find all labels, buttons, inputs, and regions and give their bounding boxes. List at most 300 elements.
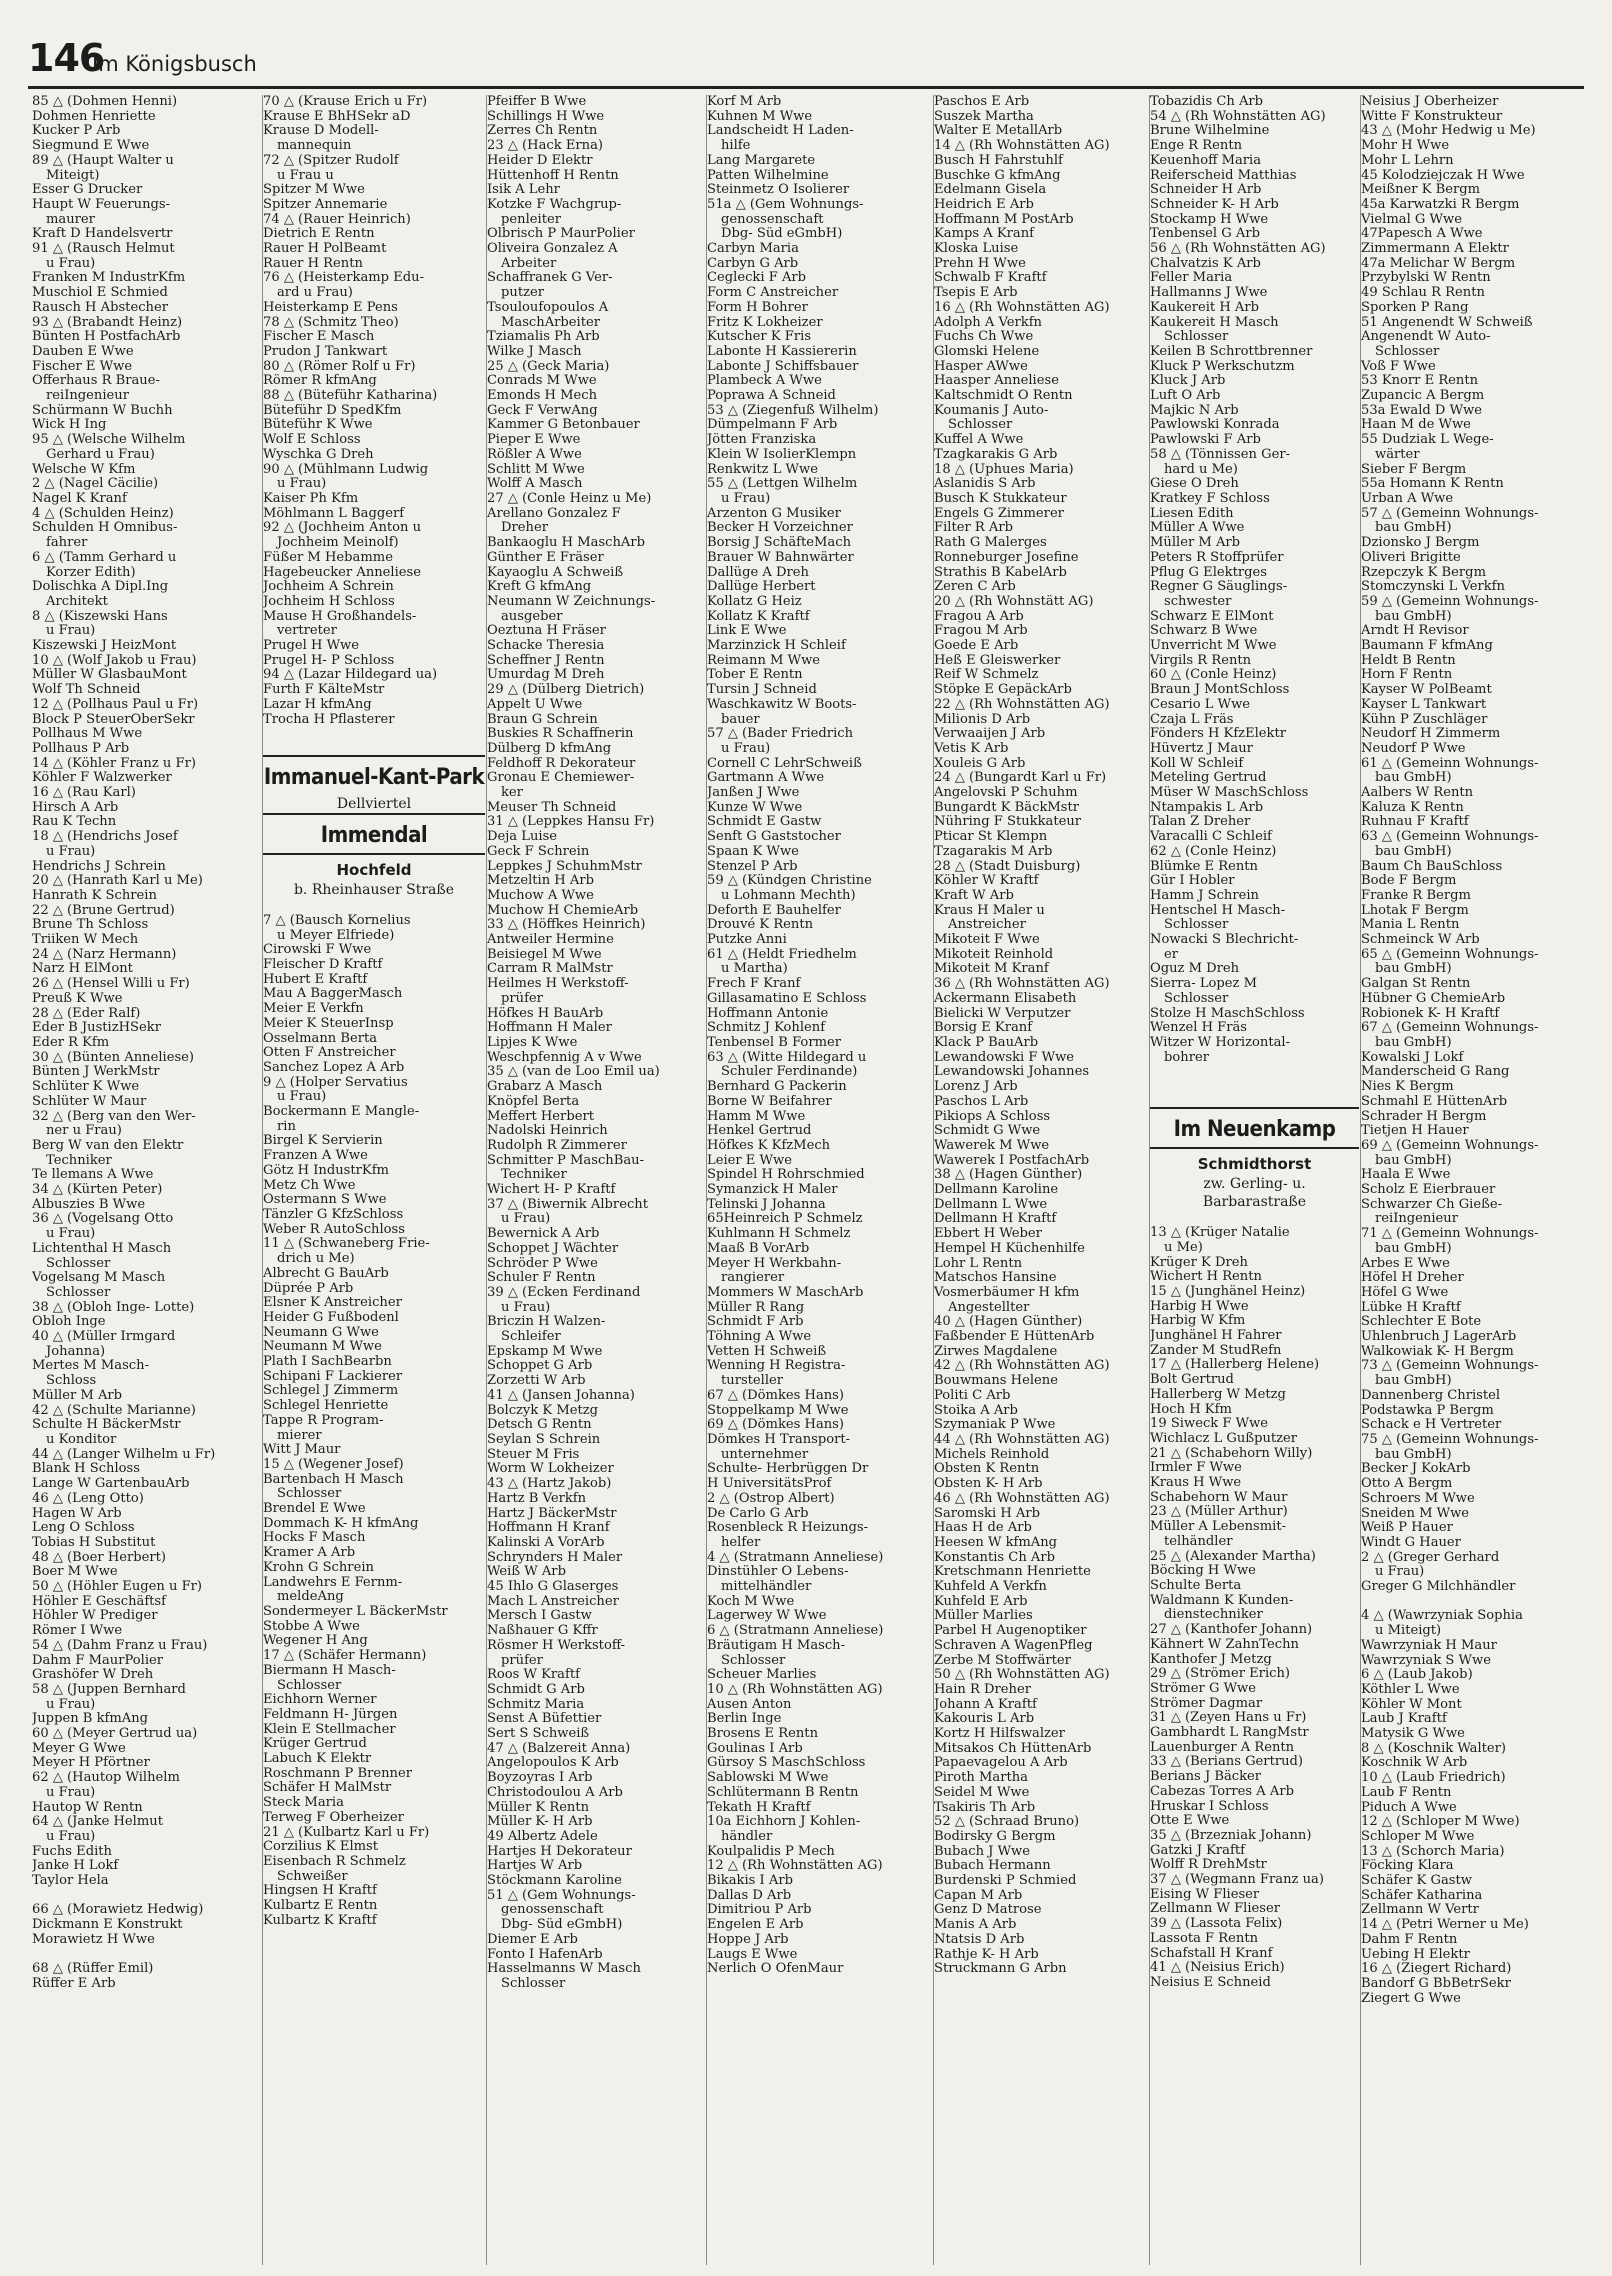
resident-entry: Carbyn G Arb xyxy=(707,255,799,271)
resident-entry: Janßen J Wwe xyxy=(707,785,800,801)
house-owner-entry: 39 △ (Lassota Felix) xyxy=(1150,1916,1283,1932)
resident-entry: Günther E Fräser xyxy=(487,549,604,565)
resident-entry: Köhler F Walzwerker xyxy=(32,770,172,786)
house-owner-entry: 40 △ (Hagen Günther) xyxy=(934,1314,1083,1330)
resident-entry: Müller M Arb xyxy=(32,1387,123,1403)
house-owner-entry: 66 △ (Morawietz Hedwig) xyxy=(32,1902,204,1918)
resident-entry: Czaja L Fräs xyxy=(1150,711,1234,727)
house-owner-entry: 20 △ (Hanrath Karl u Me) xyxy=(32,873,203,889)
resident-entry: Offerhaus R Braue- xyxy=(32,373,160,389)
resident-entry: Hagebeucker Anneliese xyxy=(263,564,422,580)
house-owner-entry: 50 △ (Rh Wohnstätten AG) xyxy=(934,1667,1110,1683)
resident-entry: Hartz J BäckerMstr xyxy=(487,1505,617,1521)
resident-entry: Stomczynski L Verkfn xyxy=(1361,579,1505,595)
resident-entry: Büteführ D SpedKfm xyxy=(263,402,402,418)
resident-entry: Kanthofer J Metzg xyxy=(1150,1651,1272,1667)
resident-entry: 45 Ihlo G Glaserges xyxy=(487,1579,619,1595)
house-owner-entry: 72 △ (Spitzer Rudolf xyxy=(263,152,399,168)
resident-entry: Hartjes H Dekorateur xyxy=(487,1843,632,1859)
resident-entry: Otto A Bergm xyxy=(1361,1476,1453,1492)
resident-entry: Kalinski A VorArb xyxy=(487,1534,605,1550)
resident-entry: Römer I Wwe xyxy=(32,1623,123,1639)
house-owner-entry: 16 △ (Rau Karl) xyxy=(32,785,136,801)
entry-continuation: u Frau) xyxy=(46,1784,96,1800)
resident-entry: Kaluza K Rentn xyxy=(1361,799,1464,815)
resident-entry: Klein E Stellmacher xyxy=(263,1721,396,1737)
resident-entry: Xouleis G Arb xyxy=(934,755,1026,771)
house-owner-entry: 78 △ (Schmitz Theo) xyxy=(263,314,399,330)
house-owner-entry: 59 △ (Kündgen Christine xyxy=(707,873,872,889)
resident-entry: Schoppet G Arb xyxy=(487,1358,593,1374)
entry-continuation: Korzer Edith) xyxy=(46,564,136,580)
resident-entry: Eisenbach R Schmelz xyxy=(263,1853,406,1869)
resident-entry: Schack e H Vertreter xyxy=(1361,1417,1502,1433)
resident-entry: Rösmer H Werkstoff- xyxy=(487,1637,626,1653)
resident-entry: Höhler E Geschäftsf xyxy=(32,1593,166,1609)
resident-entry: Kutscher K Fris xyxy=(707,329,812,345)
resident-entry: Grabarz A Masch xyxy=(487,1079,603,1095)
resident-entry: Isik A Lehr xyxy=(487,182,560,198)
directory-column-5 xyxy=(933,95,1148,2265)
resident-entry: Neisius E Schneid xyxy=(1150,1974,1271,1990)
house-owner-entry: 16 △ (Rh Wohnstätten AG) xyxy=(934,299,1110,315)
resident-entry: Ackermann Elisabeth xyxy=(934,990,1077,1006)
resident-entry: Prugel H- P Schloss xyxy=(263,652,395,668)
resident-entry: Haala E Wwe xyxy=(1361,1167,1451,1183)
resident-entry: Meißner K Bergm xyxy=(1361,182,1481,198)
resident-entry: Boyzoyras I Arb xyxy=(487,1770,593,1786)
resident-entry: Sanchez Lopez A Arb xyxy=(263,1059,405,1075)
house-owner-entry: 38 △ (Hagen Günther) xyxy=(934,1167,1083,1183)
resident-entry: Höfkes H BauArb xyxy=(487,1005,604,1021)
entry-continuation: Schloss xyxy=(46,1373,97,1389)
entry-continuation: hard u Me) xyxy=(1164,461,1238,477)
resident-entry: Schmitz Maria xyxy=(487,1696,585,1712)
entry-continuation: Schlosser xyxy=(277,1677,342,1693)
resident-entry: Adolph A Verkfn xyxy=(934,314,1042,330)
resident-entry: Kiszewski J HeizMont xyxy=(32,638,177,654)
entry-continuation: u Meyer Elfriede) xyxy=(277,927,395,943)
resident-entry: Arzenton G Musiker xyxy=(707,505,841,521)
house-owner-entry: 61 △ (Heldt Friedhelm xyxy=(707,946,857,962)
house-owner-entry: 68 △ (Rüffer Emil) xyxy=(32,1961,154,1977)
entry-continuation: Gerhard u Frau) xyxy=(46,446,155,462)
house-owner-entry: 36 △ (Vogelsang Otto xyxy=(32,1211,174,1227)
resident-entry: 65Heinreich P Schmelz xyxy=(707,1211,863,1227)
resident-entry xyxy=(32,1948,260,1963)
house-owner-entry: 44 △ (Rh Wohnstätten AG) xyxy=(934,1431,1110,1447)
resident-entry: Jötten Franziska xyxy=(707,432,817,448)
house-owner-entry: 22 △ (Rh Wohnstätten AG) xyxy=(934,696,1110,712)
house-owner-entry: 22 △ (Brune Gertrud) xyxy=(32,902,175,918)
resident-entry: Rathje K- H Arb xyxy=(934,1946,1039,1962)
resident-entry: Mohr L Lehrn xyxy=(1361,152,1454,168)
resident-entry: Pfeiffer B Wwe xyxy=(487,95,587,109)
entry-continuation: telhändler xyxy=(1164,1533,1233,1549)
resident-entry: Siegmund E Wwe xyxy=(32,138,150,154)
resident-entry: Beisiegel M Wwe xyxy=(487,946,602,962)
resident-entry: Lübke H Kraftf xyxy=(1361,1299,1461,1315)
resident-entry: Mikoteit Reinhold xyxy=(934,946,1054,962)
resident-entry: Tekath H Kraftf xyxy=(707,1799,811,1815)
house-owner-entry: 44 △ (Langer Wilhelm u Fr) xyxy=(32,1446,216,1462)
resident-entry: Fuchs Edith xyxy=(32,1843,112,1859)
section-gap xyxy=(1150,1093,1359,1107)
resident-entry: Schrader H Bergm xyxy=(1361,1108,1487,1124)
entry-continuation: u Konditor xyxy=(46,1431,117,1447)
resident-entry: Trocha H Pflasterer xyxy=(263,711,395,727)
resident-entry: Eder R Kfm xyxy=(32,1035,110,1050)
house-owner-entry: 60 △ (Meyer Gertrud ua) xyxy=(32,1726,198,1742)
resident-entry: Strathis B KabelArb xyxy=(934,564,1067,580)
resident-entry: Peters R Stoffprüfer xyxy=(1150,549,1284,565)
resident-entry: Wolf Th Schneid xyxy=(32,682,141,698)
resident-entry: Kayser W PolBeamt xyxy=(1361,682,1492,698)
resident-entry: Michels Reinhold xyxy=(934,1446,1050,1462)
resident-entry: Verwaaijen J Arb xyxy=(934,726,1046,742)
resident-entry: Mitsakos Ch HüttenArb xyxy=(934,1740,1092,1756)
house-owner-entry: 16 △ (Ziegert Richard) xyxy=(1361,1961,1512,1977)
house-owner-entry: 54 △ (Dahm Franz u Frau) xyxy=(32,1637,208,1653)
resident-entry: Angelopoulos K Arb xyxy=(487,1755,619,1771)
resident-entry: Triiken W Mech xyxy=(32,932,139,948)
entry-continuation: prüfer xyxy=(501,1652,543,1668)
entry-continuation: Architekt xyxy=(46,593,108,609)
resident-entry: Zupancic A Bergm xyxy=(1361,388,1485,404)
resident-entry: Baum Ch BauSchloss xyxy=(1361,858,1503,874)
entry-continuation: bau GmbH) xyxy=(1375,843,1452,859)
resident-entry: Worm W Lokheizer xyxy=(487,1461,614,1477)
resident-entry: Witt J Maur xyxy=(263,1442,341,1458)
resident-entry: Cesario L Wwe xyxy=(1150,696,1251,712)
resident-entry: Rauer H Rentn xyxy=(263,255,363,271)
entry-continuation: genossenschaft xyxy=(501,1902,604,1918)
resident-entry: Rausch H Abstecher xyxy=(32,299,168,315)
house-owner-entry: 2 △ (Ostrop Albert) xyxy=(707,1490,835,1506)
resident-entry: Janke H Lokf xyxy=(32,1858,119,1874)
entry-continuation: bau GmbH) xyxy=(1375,1035,1452,1050)
resident-entry: Haupt W Feuerungs- xyxy=(32,196,171,212)
house-owner-entry: 36 △ (Rh Wohnstätten AG) xyxy=(934,976,1110,992)
resident-entry: Spitzer Annemarie xyxy=(263,196,388,212)
resident-entry: Sablowski M Wwe xyxy=(707,1770,829,1786)
resident-entry: Boer M Wwe xyxy=(32,1564,118,1580)
resident-entry: Windt G Hauer xyxy=(1361,1534,1461,1550)
resident-entry: Bubach J Wwe xyxy=(934,1843,1030,1859)
resident-entry: Heidrich E Arb xyxy=(934,196,1034,212)
resident-entry: Böcking H Wwe xyxy=(1150,1563,1256,1579)
resident-entry: Harbig H Wwe xyxy=(1150,1298,1249,1314)
house-owner-entry: 4 △ (Schulden Heinz) xyxy=(32,505,174,521)
resident-entry: Schmidt F Arb xyxy=(707,1314,804,1330)
entry-continuation: u Frau) xyxy=(501,1299,551,1315)
resident-entry: Labuch K Elektr xyxy=(263,1751,372,1767)
directory-column-1 xyxy=(32,95,260,2265)
resident-entry: Schulte H BäckerMstr xyxy=(32,1417,181,1433)
house-owner-entry: 93 △ (Brabandt Heinz) xyxy=(32,314,183,330)
resident-entry: Wick H Ing xyxy=(32,417,107,433)
resident-entry: Chalvatzis K Arb xyxy=(1150,255,1261,271)
resident-entry: Kotzke F Wachgrup- xyxy=(487,196,622,212)
entry-continuation: dienstechniker xyxy=(1164,1607,1263,1623)
resident-entry: Mersch I Gastw xyxy=(487,1608,592,1624)
resident-entry: Wegener H Ang xyxy=(263,1633,368,1649)
house-owner-entry: 10 △ (Rh Wohnstätten AG) xyxy=(707,1681,883,1697)
entry-continuation: u Frau) xyxy=(277,1089,327,1105)
resident-entry: Tsakiris Th Arb xyxy=(934,1799,1036,1815)
resident-entry: Hamm J Schrein xyxy=(1150,887,1259,903)
resident-entry: Dolischka A Dipl.Ing xyxy=(32,579,169,595)
resident-entry: Kayaoglu A Schweiß xyxy=(487,564,624,580)
resident-entry: Genz D Matrose xyxy=(934,1902,1042,1918)
resident-entry: Wolf E Schloss xyxy=(263,432,361,448)
house-owner-entry: 8 △ (Koschnik Walter) xyxy=(1361,1740,1507,1756)
resident-entry: Metzeltin H Arb xyxy=(487,873,594,889)
page-header xyxy=(28,34,1584,89)
resident-entry: Seidel M Wwe xyxy=(934,1784,1030,1800)
resident-entry: Christodoulou A Arb xyxy=(487,1784,623,1800)
resident-entry: Prudon J Tankwart xyxy=(263,343,388,359)
resident-entry: Schneider K- H Arb xyxy=(1150,196,1279,212)
house-owner-entry: 21 △ (Kulbartz Karl u Fr) xyxy=(263,1824,430,1840)
resident-entry: Dahm F Rentn xyxy=(1361,1931,1458,1947)
resident-entry: Enge R Rentn xyxy=(1150,138,1243,154)
resident-entry: Heider D Elektr xyxy=(487,152,593,168)
resident-entry: Kramer A Arb xyxy=(263,1545,356,1561)
resident-entry: Koll W Schleif xyxy=(1150,755,1244,771)
house-owner-entry: 30 △ (Bünten Anneliese) xyxy=(32,1049,195,1065)
resident-entry: Bungardt K BäckMstr xyxy=(934,799,1080,815)
house-owner-entry: 62 △ (Hautop Wilhelm xyxy=(32,1770,180,1786)
resident-entry: Wenzel H Fräs xyxy=(1150,1020,1248,1036)
resident-entry: Busch H Fahrstuhlf xyxy=(934,152,1063,168)
resident-entry: Oliveira Gonzalez A xyxy=(487,241,618,257)
resident-entry: Arndt H Revisor xyxy=(1361,623,1469,639)
resident-entry: Plambeck A Wwe xyxy=(707,373,822,389)
entry-continuation: ner u Frau) xyxy=(46,1123,122,1139)
resident-entry: Welsche W Kfm xyxy=(32,461,136,477)
entry-continuation: unternehmer xyxy=(721,1446,809,1462)
house-owner-entry: 65 △ (Gemeinn Wohnungs- xyxy=(1361,946,1539,962)
resident-entry: Kammer G Betonbauer xyxy=(487,417,640,433)
resident-entry: Cabezas Torres A Arb xyxy=(1150,1783,1295,1799)
resident-entry: Kratkey F Schloss xyxy=(1150,490,1270,506)
entry-continuation: Schlosser xyxy=(1164,917,1229,933)
resident-entry: Nerlich O OfenMaur xyxy=(707,1961,844,1977)
resident-entry: Lipjes K Wwe xyxy=(487,1035,578,1050)
resident-entry: Kucker P Arb xyxy=(32,123,121,139)
resident-entry: Greger G Milchhändler xyxy=(1361,1579,1516,1595)
entry-continuation: Techniker xyxy=(46,1152,112,1168)
resident-entry: 53a Ewald D Wwe xyxy=(1361,402,1483,418)
resident-entry: Borsig E Kranf xyxy=(934,1020,1033,1036)
resident-entry: Ruhnau F Kraftf xyxy=(1361,814,1469,830)
resident-entry: Schraven A WagenPfleg xyxy=(934,1637,1093,1653)
resident-entry: Albuszies B Wwe xyxy=(32,1196,146,1212)
resident-entry: Urban A Wwe xyxy=(1361,490,1454,506)
resident-entry: Zorzetti W Arb xyxy=(487,1373,586,1389)
resident-entry: Paschos L Arb xyxy=(934,1093,1029,1109)
house-owner-entry: 48 △ (Boer Herbert) xyxy=(32,1549,167,1565)
house-owner-entry: 43 △ (Mohr Hedwig u Me) xyxy=(1361,123,1536,139)
resident-entry: Zeren C Arb xyxy=(934,579,1016,595)
resident-entry: Antweiler Hermine xyxy=(487,932,614,948)
resident-entry: Strömer G Wwe xyxy=(1150,1680,1256,1696)
resident-entry: Briczin H Walzen- xyxy=(487,1314,606,1330)
resident-entry: Fuchs Ch Wwe xyxy=(934,329,1034,345)
resident-entry: Regner G Säuglings- xyxy=(1150,579,1288,595)
resident-entry: Carram R MalMstr xyxy=(487,961,613,977)
resident-entry: Stenzel P Arb xyxy=(707,858,798,874)
entry-continuation: mittelhändler xyxy=(721,1579,812,1595)
resident-entry: Köhler W Mont xyxy=(1361,1696,1462,1712)
resident-entry: Birgel K Servierin xyxy=(263,1133,383,1149)
house-owner-entry: 53 △ (Ziegenfuß Wilhelm) xyxy=(707,402,879,418)
house-owner-entry: 20 △ (Rh Wohnstätt AG) xyxy=(934,593,1094,609)
resident-entry: Büteführ K Wwe xyxy=(263,417,373,433)
resident-entry: Stockamp H Wwe xyxy=(1150,211,1269,227)
resident-entry: Hamm M Wwe xyxy=(707,1108,806,1124)
house-owner-entry: 57 △ (Bader Friedrich xyxy=(707,726,854,742)
resident-entry: Haan M de Wwe xyxy=(1361,417,1471,433)
resident-entry: Filter R Arb xyxy=(934,520,1014,536)
resident-entry: Maaß B VorArb xyxy=(707,1240,810,1256)
house-owner-entry: 27 △ (Conle Heinz u Me) xyxy=(487,490,652,506)
resident-entry: Jochheim A Schrein xyxy=(263,579,394,595)
resident-entry: Dömkes H Transport- xyxy=(707,1431,851,1447)
resident-entry: Burdenski P Schmied xyxy=(934,1873,1077,1889)
house-owner-entry: 46 △ (Rh Wohnstätten AG) xyxy=(934,1490,1110,1506)
entry-continuation: rangierer xyxy=(721,1270,785,1286)
resident-entry: 49 Schlau R Rentn xyxy=(1361,285,1485,301)
section-heading: Barbarastraße xyxy=(1202,1194,1307,1211)
resident-entry: Spaan K Wwe xyxy=(707,843,799,859)
resident-entry: Mertes M Masch- xyxy=(32,1358,149,1374)
page-number: 146 xyxy=(28,36,105,80)
resident-entry: Rau K Techn xyxy=(32,814,117,830)
resident-entry: Rosenbleck R Heizungs- xyxy=(707,1520,869,1536)
house-owner-entry: 13 △ (Schorch Maria) xyxy=(1361,1843,1505,1859)
resident-entry: Tsouloufopoulos A xyxy=(487,299,609,315)
resident-entry: Waschkawitz W Boots- xyxy=(707,696,857,712)
entry-continuation: bau GmbH) xyxy=(1375,608,1452,624)
resident-entry: Spitzer M Wwe xyxy=(263,182,365,198)
resident-entry: Ebbert H Weber xyxy=(934,1226,1042,1242)
resident-entry: Koumanis J Auto- xyxy=(934,402,1049,418)
resident-entry: Bartenbach H Masch xyxy=(263,1471,404,1487)
directory-column-7 xyxy=(1360,95,1585,2265)
resident-entry xyxy=(32,1889,260,1904)
resident-entry: Hautop W Rentn xyxy=(32,1799,143,1815)
resident-entry: Dauben E Wwe xyxy=(32,343,134,359)
resident-entry: Zerres Ch Rentn xyxy=(487,123,598,139)
resident-entry: Koulpalidis P Mech xyxy=(707,1843,835,1859)
entry-continuation: drich u Me) xyxy=(277,1251,355,1267)
section-heading: Schmidthorst xyxy=(1197,1155,1312,1174)
resident-entry: Schipani F Lackierer xyxy=(263,1368,403,1384)
house-owner-entry: 34 △ (Kürten Peter) xyxy=(32,1182,163,1198)
entry-continuation: bau GmbH) xyxy=(1375,1373,1452,1389)
resident-entry: Müller M Arb xyxy=(1150,535,1241,551)
resident-entry: Heldt B Rentn xyxy=(1361,652,1456,668)
resident-entry: Dohmen Henriette xyxy=(32,108,156,124)
resident-entry: 49 Albertz Adele xyxy=(487,1828,598,1844)
resident-entry: 47Papesch A Wwe xyxy=(1361,226,1483,242)
resident-entry: Hruskar I Schloss xyxy=(1150,1798,1269,1814)
resident-entry: Dzionsko J Bergm xyxy=(1361,535,1480,551)
resident-entry: Patten Wilhelmine xyxy=(707,167,829,183)
house-owner-entry: 35 △ (van de Loo Emil ua) xyxy=(487,1064,660,1080)
house-owner-entry: 75 △ (Gemeinn Wohnungs- xyxy=(1361,1431,1539,1447)
resident-entry: Hoffmann M PostArb xyxy=(934,211,1074,227)
resident-entry: Schlechter E Bote xyxy=(1361,1314,1482,1330)
resident-entry: Gambhardt L RangMstr xyxy=(1150,1725,1309,1741)
resident-entry: Prehn H Wwe xyxy=(934,255,1026,271)
resident-entry: Elsner K Anstreicher xyxy=(263,1295,402,1311)
house-owner-entry: 94 △ (Lazar Hildegard ua) xyxy=(263,667,438,683)
resident-entry: Kuhfeld E Arb xyxy=(934,1593,1028,1609)
resident-entry: Kluck P Werkschutzm xyxy=(1150,358,1295,374)
entry-continuation: Angestellter xyxy=(948,1299,1030,1315)
house-owner-entry: 10 △ (Wolf Jakob u Frau) xyxy=(32,652,197,668)
resident-entry: Obsten K Rentn xyxy=(934,1461,1040,1477)
entry-continuation: u Frau u xyxy=(277,167,334,183)
resident-entry: Angelovski P Schuhm xyxy=(934,785,1078,801)
section-heading: Immendal xyxy=(320,823,428,849)
resident-entry: Furth F KälteMstr xyxy=(263,682,385,698)
resident-entry: Dellmann Karoline xyxy=(934,1182,1059,1198)
entry-continuation: bau GmbH) xyxy=(1375,1152,1452,1168)
resident-entry: Ntampakis L Arb xyxy=(1150,799,1264,815)
house-owner-entry: 69 △ (Dömkes Hans) xyxy=(707,1417,845,1433)
resident-entry: Link E Wwe xyxy=(707,623,787,639)
resident-entry: Kortz H Hilfswalzer xyxy=(934,1726,1065,1742)
resident-entry: Hocks F Masch xyxy=(263,1530,366,1546)
resident-entry: Schabehorn W Maur xyxy=(1150,1489,1288,1505)
resident-entry: Fonto I HafenArb xyxy=(487,1946,603,1962)
resident-entry: Köthler L Wwe xyxy=(1361,1681,1460,1697)
resident-entry: Robionek K- H Kraftf xyxy=(1361,1005,1500,1021)
resident-entry: Dallüge Herbert xyxy=(707,579,816,595)
resident-entry: Schaffranek G Ver- xyxy=(487,270,613,286)
resident-entry: Albrecht G BauArb xyxy=(263,1265,389,1281)
resident-entry: Pticar St Klempn xyxy=(934,829,1048,845)
house-owner-entry: 41 △ (Jansen Johanna) xyxy=(487,1387,635,1403)
resident-entry: Heider G Fußbodenl xyxy=(263,1309,399,1325)
resident-entry: Dickmann E Konstrukt xyxy=(32,1917,183,1933)
resident-entry: Lauenburger A Rentn xyxy=(1150,1739,1295,1755)
entry-continuation: händler xyxy=(721,1828,773,1844)
resident-entry: Kretschmann Henriette xyxy=(934,1564,1091,1580)
resident-entry: Weiß P Hauer xyxy=(1361,1520,1453,1536)
entry-continuation: er xyxy=(1164,946,1179,962)
entry-continuation: vertreter xyxy=(277,623,337,639)
house-owner-entry: 32 △ (Berg van den Wer- xyxy=(32,1108,196,1124)
resident-entry: Fönders H KfzElektr xyxy=(1150,726,1287,742)
entry-continuation: u Frau) xyxy=(46,843,96,859)
resident-entry: Frech F Kranf xyxy=(707,976,801,992)
house-owner-entry: 14 △ (Rh Wohnstätten AG) xyxy=(934,138,1110,154)
house-owner-entry: 23 △ (Müller Arthur) xyxy=(1150,1504,1288,1520)
resident-entry: Ausen Anton xyxy=(707,1696,792,1712)
resident-entry: Kollatz G Heiz xyxy=(707,593,802,609)
resident-entry: Vetis K Arb xyxy=(934,740,1009,756)
resident-entry: Lange W GartenbauArb xyxy=(32,1476,190,1492)
house-owner-entry: 61 △ (Gemeinn Wohnungs- xyxy=(1361,755,1539,771)
resident-entry: Engelen E Arb xyxy=(707,1917,804,1933)
resident-entry: Tenbensel G Arb xyxy=(1150,226,1260,242)
resident-entry: Schacke Theresia xyxy=(487,638,605,654)
